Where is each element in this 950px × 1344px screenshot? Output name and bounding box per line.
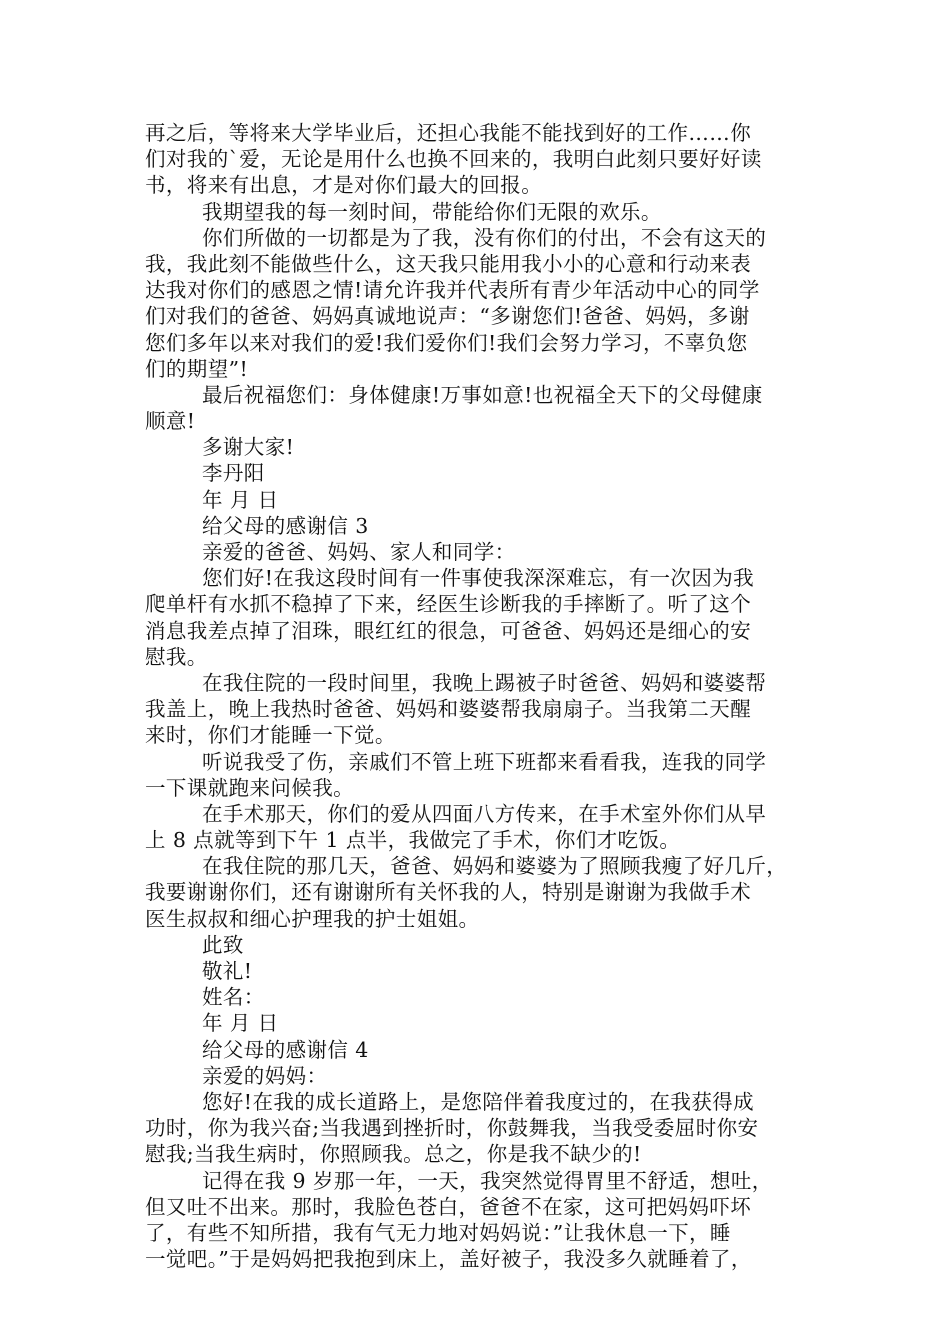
text-line: 上 8 点就等到下午 1 点半，我做完了手术，你们才吃饭。 [145,828,681,853]
text-line: 在手术那天，你们的爱从四面八方传来，在手术室外你们从早 [202,801,767,826]
text-line: 记得在我 9 岁那一年，一天，我突然觉得胃里不舒适，想吐， [202,1168,773,1193]
text-line: 亲爱的爸爸、妈妈、家人和同学： [202,540,516,564]
text-line: 但又吐不出来。那时，我脸色苍白，爸爸不在家，这可把妈妈吓坏 [145,1194,752,1219]
text-line: 您们好!在我这段时间有一件事使我深深难忘，有一次因为我 [202,566,755,591]
text-line: 此致 [202,932,244,957]
text-line: 达我对你们的感恩之情!请允许我并代表所有青少年活动中心的同学 [145,278,760,303]
text-line: 给父母的感谢信 4 [202,1037,369,1062]
text-line: 在我住院的一段时间里，我晚上踢被子时爸爸、妈妈和婆婆帮 [202,670,767,695]
text-line: 消息我差点掉了泪珠，眼红红的很急，可爸爸、妈妈还是细心的安 [145,618,752,643]
text-line: 李丹阳 [202,461,265,486]
text-line: 慰我。 [145,644,208,669]
text-line: 敬礼! [202,959,253,983]
text-line: 功时，你为我兴奋;当我遇到挫折时，你鼓舞我，当我受委屈时你安 [145,1116,759,1141]
text-line: 年 月 日 [202,487,279,512]
text-line: 一觉吧。”于是妈妈把我抱到床上，盖好被子，我没多久就睡着了， [145,1247,752,1272]
text-line: 给父母的感谢信 3 [202,513,369,538]
text-line: 我要谢谢你们，还有谢谢所有关怀我的人，特别是谢谢为我做手术 [145,880,752,905]
text-line: 书，将来有出息，才是对你们最大的回报。 [145,173,543,198]
text-line: 来时，你们才能睡一下觉。 [145,723,396,748]
letter-body-text [145,120,825,1272]
text-line: 慰我;当我生病时，你照顾我。总之，你是我不缺少的! [145,1142,642,1167]
text-line: 您们多年以来对我们的爱!我们爱你们!我们会努力学习，不辜负您 [145,330,748,355]
text-line: 医生叔叔和细心护理我的护士姐姐。 [145,906,480,931]
text-line: 你们所做的一切都是为了我，没有你们的付出，不会有这天的 [202,225,767,250]
text-line: 我盖上，晚上我热时爸爸、妈妈和婆婆帮我扇扇子。当我第二天醒 [145,697,752,722]
text-line: 年 月 日 [202,1011,279,1036]
text-line: 了，有些不知所措，我有气无力地对妈妈说：”让我休息一下，睡 [145,1220,731,1245]
text-line: 们的期望”! [145,356,249,381]
text-line: 一下课就跑来问候我。 [145,775,354,800]
text-line: 我期望我的每一刻时间，带能给你们无限的欢乐。 [202,199,662,224]
text-line: 您好!在我的成长道路上，是您陪伴着我度过的，在我获得成 [202,1089,755,1114]
text-line: 在我住院的那几天，爸爸、妈妈和婆婆为了照顾我瘦了好几斤， [202,854,788,879]
text-line: 最后祝福您们：身体健康!万事如意!也祝福全天下的父母健康 [202,382,763,407]
text-line: 顺意! [145,409,196,434]
text-line: 听说我受了伤，亲戚们不管上班下班都来看看我，连我的同学 [202,749,767,774]
text-line: 再之后，等将来大学毕业后，还担心我能不能找到好的工作……你 [145,121,752,145]
text-line: 我，我此刻不能做些什么，这天我只能用我小小的心意和行动来表 [145,251,752,276]
text-line: 们对我的`爱，无论是用什么也换不回来的，我明白此刻只要好好读 [145,147,762,172]
text-line: 们对我们的爸爸、妈妈真诚地说声：“多谢您们!爸爸、妈妈，多谢 [145,304,750,329]
text-line: 多谢大家! [202,435,295,460]
text-line: 爬单杆有水抓不稳掉了下来，经医生诊断我的手摔断了。听了这个 [145,592,752,617]
text-line: 亲爱的妈妈： [202,1063,328,1088]
text-line: 姓名： [202,985,265,1010]
